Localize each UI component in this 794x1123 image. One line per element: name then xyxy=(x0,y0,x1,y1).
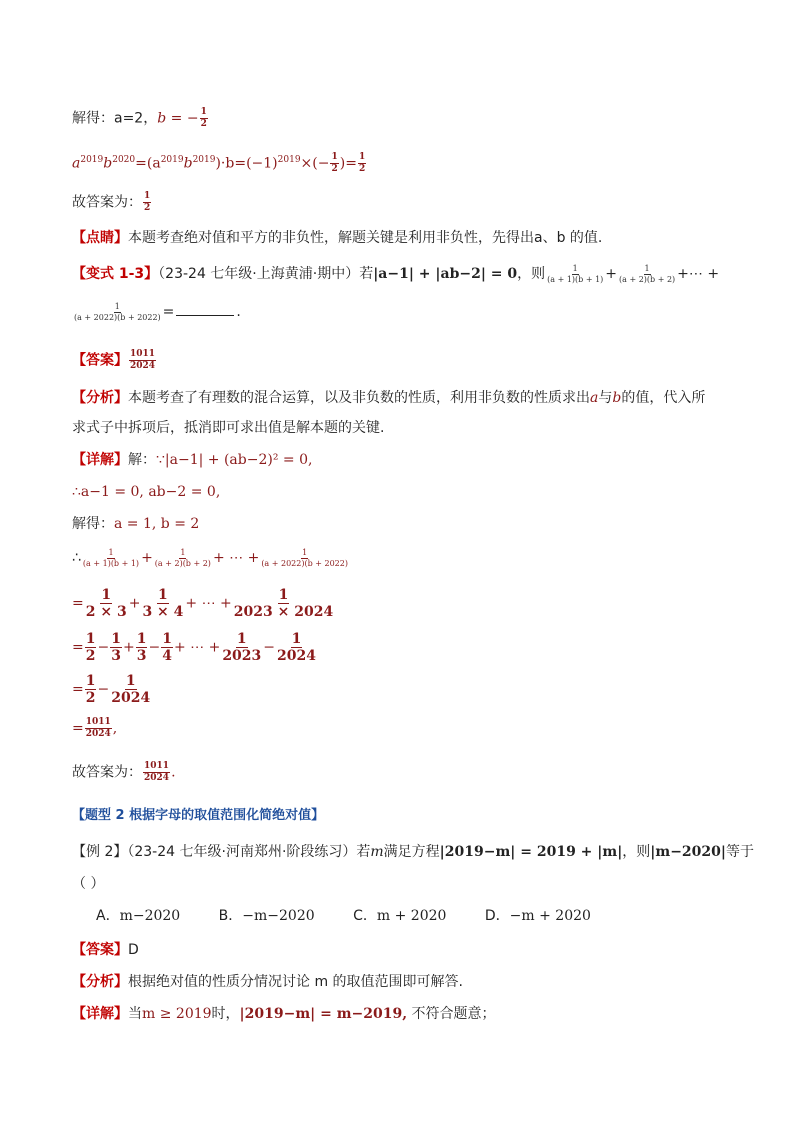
fraction: $\frac{1}{4}$ xyxy=(162,631,172,664)
section-tag: 【点睛】 xyxy=(72,230,128,246)
math-text: )= xyxy=(339,155,357,172)
exponent: 2019 xyxy=(160,155,184,165)
question-type-heading xyxy=(72,806,324,826)
math-expression: m ≥ 2019 xyxy=(142,1006,212,1022)
math-text: = xyxy=(72,720,84,737)
math-var: a xyxy=(590,390,599,406)
math-text: , xyxy=(112,720,118,737)
answer-blank xyxy=(176,305,234,316)
variant-question-line-2 xyxy=(72,302,241,322)
analysis-line-2 xyxy=(72,418,384,438)
fraction: $\frac{1}{3}$ xyxy=(136,631,147,664)
math-var: a xyxy=(72,155,81,172)
fraction: $\frac{1011}{2024}$ xyxy=(130,349,156,371)
heading-text: 【题型 2 根据字母的取值范围化简绝对值】 xyxy=(72,808,325,823)
solution-line-1 xyxy=(72,108,209,129)
condition: |a−1| + |ab−2| = 0 xyxy=(373,266,518,282)
text: ，则 xyxy=(517,266,546,282)
exponent: 2019 xyxy=(80,155,104,165)
math-text: − xyxy=(148,639,161,656)
text: 时， xyxy=(211,1006,240,1022)
text: 求式子中拆项后，抵消即可求出值是解本题的关键. xyxy=(72,420,385,436)
math-var: b xyxy=(103,155,113,172)
fraction: $\frac{1}{(a + 2022)(b + 2022)}$ xyxy=(74,301,161,322)
power-expression-line xyxy=(72,150,367,174)
answer-line-1 xyxy=(72,192,152,213)
fraction: $\frac{1}{2 \times 3}$ xyxy=(85,587,127,620)
section-tag: 【分析】 xyxy=(72,974,128,990)
text: 等于 xyxy=(726,844,754,860)
math-expression: |2019−m| = m−2019, xyxy=(239,1006,408,1022)
math-text: = xyxy=(162,304,175,320)
analysis-line-1 xyxy=(72,388,705,408)
option-a: A．m−2020 xyxy=(96,908,181,924)
fraction: $\frac{1}{3 \times 4}$ xyxy=(142,587,184,620)
fraction: $\frac{1011}{2024}$ xyxy=(144,761,170,783)
text: 解： xyxy=(128,452,156,468)
section-tag: 【详解】 xyxy=(72,1006,128,1022)
option-b: B．−m−2020 xyxy=(218,908,315,924)
math-text: − xyxy=(97,681,110,698)
fraction: $\frac{1}{2023 \times 2024}$ xyxy=(233,587,334,620)
math-expression: a = 1, b = 2 xyxy=(114,516,200,532)
source-text: （23-24 七年级·河南郑州·阶段练习）若 xyxy=(127,844,371,860)
fraction: $\frac{1}{(a + 2022)(b + 2022)}$ xyxy=(261,547,348,568)
fraction: $\frac{1}{(a + 1)(b + 1)}$ xyxy=(82,547,140,568)
text: 根据绝对值的性质分情况讨论 m 的取值范围即可解答. xyxy=(128,974,463,990)
section-tag: 【例 2】 xyxy=(72,844,128,860)
text: 故答案为： xyxy=(72,764,142,781)
math-text: = xyxy=(72,595,84,612)
fraction: $\frac{1011}{2024}$ xyxy=(85,717,111,739)
option-c: C．m + 2020 xyxy=(353,908,447,924)
equation: |2019−m| = 2019 + |m| xyxy=(439,844,623,860)
detail-line-4 xyxy=(72,1004,496,1024)
fraction: $\frac{1}{(a + 2)(b + 2)}$ xyxy=(154,547,211,568)
text: 的值，代入所 xyxy=(621,390,706,406)
math-text: ×(− xyxy=(300,155,330,172)
variant-question-line xyxy=(72,264,719,284)
math-text: + ⋯ + xyxy=(212,550,260,566)
fraction: $\frac{1}{(a + 1)(b + 1)}$ xyxy=(547,263,604,284)
detail-line-1 xyxy=(72,450,312,470)
answer-line-3 xyxy=(72,762,176,783)
text: 本题考查绝对值和平方的非负性，解题关键是利用非负性，先得出a、b 的值. xyxy=(128,230,603,246)
math-text: = xyxy=(72,639,84,656)
option-d: D．−m + 2020 xyxy=(484,908,591,924)
math-text: ∴ xyxy=(72,550,81,566)
math-text: = xyxy=(72,681,84,698)
analysis-line-3 xyxy=(72,972,463,992)
text: 本题考查了有理数的混合运算，以及非负数的性质，利用非负数的性质求出 xyxy=(128,390,590,406)
exponent: 2020 xyxy=(112,155,136,165)
text: 满足方程 xyxy=(383,844,440,860)
text: 与 xyxy=(598,390,613,406)
exponent: 2019 xyxy=(192,155,216,165)
math-var: b xyxy=(183,155,193,172)
math-var: b xyxy=(612,390,622,406)
math-text: − xyxy=(263,639,276,656)
detail-line-2 xyxy=(72,482,220,502)
fraction: $\frac{1}{2}$ xyxy=(144,191,151,213)
detail-line-3 xyxy=(72,514,199,534)
answer-line-4 xyxy=(72,940,139,960)
options-row xyxy=(96,906,625,926)
step-line-1 xyxy=(72,588,335,619)
fraction: $\frac{1}{3}$ xyxy=(111,631,121,664)
fraction: $\frac{1}{2}$ xyxy=(85,631,96,664)
math-text: +⋯ + xyxy=(677,266,720,282)
math-text: + ⋯ + xyxy=(185,595,232,612)
text: D xyxy=(128,942,139,958)
source-text: （23-24 七年级·上海黄浦·期中）若 xyxy=(158,266,374,282)
math-text: =(a xyxy=(135,155,161,172)
sum-expression-line xyxy=(72,548,350,568)
section-tag: 【详解】 xyxy=(72,452,128,468)
section-tag: 【答案】 xyxy=(72,352,128,369)
fraction: $\frac{1}{2023}$ xyxy=(222,631,262,664)
step-line-3 xyxy=(72,674,152,705)
text: 解得： xyxy=(72,516,114,532)
tip-line xyxy=(72,228,602,248)
math-text: + ⋯ + xyxy=(173,639,221,656)
math-text: + xyxy=(141,550,153,566)
section-tag: 【答案】 xyxy=(72,942,128,958)
section-tag: 【变式 1-3】 xyxy=(72,266,159,282)
text: 不符合题意； xyxy=(407,1006,496,1022)
text: ，则 xyxy=(622,844,651,860)
fraction: $\frac{1}{2024}$ xyxy=(111,673,151,706)
math-text: + xyxy=(122,639,135,656)
example-question-line xyxy=(72,842,754,862)
fraction: $\frac{1}{(a + 2)(b + 2)}$ xyxy=(619,263,676,284)
text: （ ） xyxy=(72,876,105,892)
text: 当 xyxy=(128,1006,142,1022)
fraction: $\frac{1}{2024}$ xyxy=(277,631,316,664)
fraction: $\frac{1}{2}$ xyxy=(200,107,207,129)
expression: |m−2020| xyxy=(650,844,726,860)
math-expression: ∵|a−1| + (ab−2)² = 0, xyxy=(156,452,313,468)
math-text: )·b=(−1) xyxy=(215,155,278,172)
text: 解得：a=2， xyxy=(72,110,158,127)
fraction: $\frac{1}{2}$ xyxy=(358,152,366,175)
section-tag: 【分析】 xyxy=(72,390,128,406)
math-var: m xyxy=(370,844,384,860)
step-line-4 xyxy=(72,718,117,739)
step-line-2 xyxy=(72,632,318,663)
choice-bracket xyxy=(72,874,104,894)
math-text: − xyxy=(97,639,110,656)
exponent: 2019 xyxy=(277,155,301,165)
math-expression: ∴a−1 = 0, ab−2 = 0, xyxy=(72,484,221,500)
fraction: $\frac{1}{2}$ xyxy=(85,673,96,706)
text: 故答案为： xyxy=(72,194,142,211)
text: . xyxy=(236,304,241,320)
math-var: b xyxy=(157,110,167,127)
math-text: = − xyxy=(166,110,199,127)
math-text: . xyxy=(171,764,176,781)
fraction: $\frac{1}{2}$ xyxy=(331,152,338,175)
math-text: + xyxy=(605,266,618,282)
math-text: + xyxy=(128,595,141,612)
answer-line-2 xyxy=(72,350,157,371)
